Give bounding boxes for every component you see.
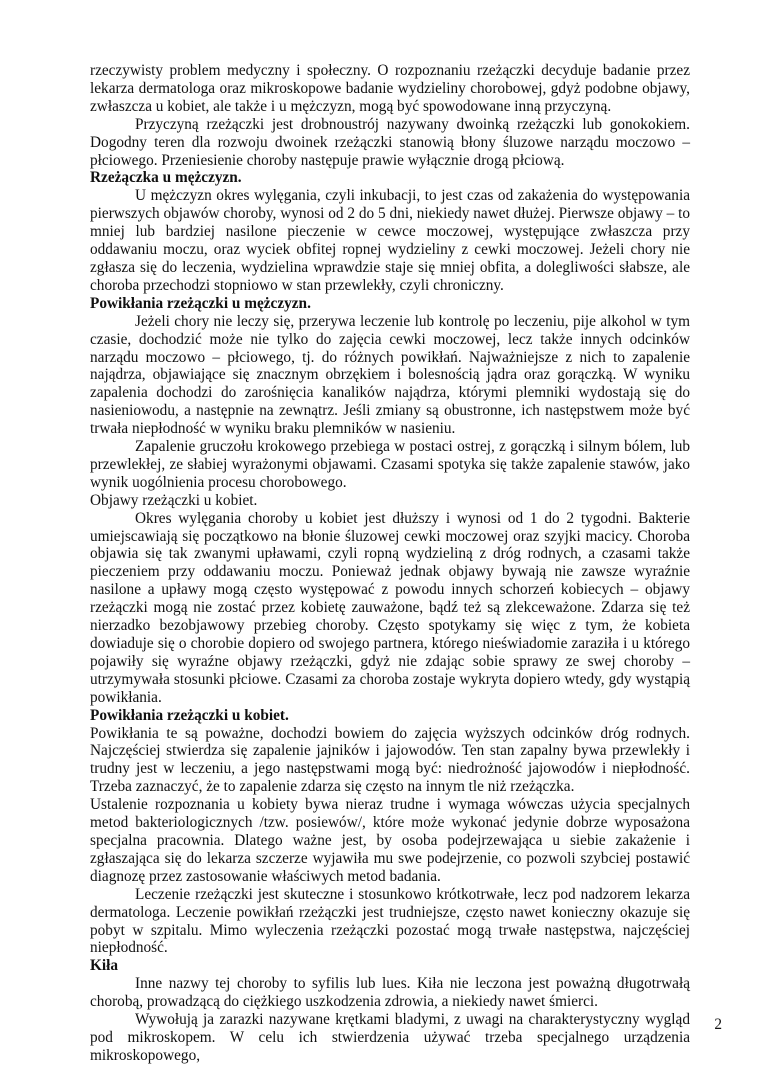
page-body: [90, 62, 690, 1065]
section-heading: Powikłania rzeżączki u mężczyzn.: [90, 294, 311, 312]
paragraph: Wywołują ja zarazki nazywane krętkami bladymi, z uwagi na charakterystyczny wygląd pod mikroskopem. W celu ich stwierdzenia używać trzeba specjalnego urządzenia mikroskopowego,: [90, 1011, 690, 1064]
paragraph: rzeczywisty problem medyczny i społeczny. O rozpoznaniu rzeżączki decyduje badanie przez lekarza dermatologa oraz mikroskopowe badanie wydzieliny chorobowej, gdyż podobne objawy, zwłaszcza u kobiet, ale także i u mężczyzn, mogą być spowodowane inną przyczyną.: [90, 62, 690, 115]
paragraph: Leczenie rzeżączki jest skuteczne i stosunkowo krótkotrwałe, lecz pod nadzorem lekarza dermatologa. Leczenie powikłań rzeżączki jest trudniejsze, często nawet konieczny okazuje się pobyt w szpitalu. Mimo wyleczenia rzeżączki pozostać mogą trwałe następstwa, najczęściej niepłodność.: [90, 885, 690, 957]
paragraph: Okres wylęgania choroby u kobiet jest dłuższy i wynosi od 1 do 2 tygodni. Bakterie umiejscawiają się początkowo na błonie śluzowej cewki moczowej oraz szyjki macicy. Choroba objawia się tak zwanymi upławami, czyli ropną wydzieliną z dróg rodnych, a czasami także pieczeniem przy oddawaniu moczu. Ponieważ jednak objawy bywają nie zawsze wyraźnie nasilone a upławy mogą często występować z powodu innych schorzeń kobiecych – objawy rzeżączki mogą nie zostać przez kobietę zauważone, bądź też są zlekceważone. Zdarza się też nierzadko bezobjawowy przebieg choroby. Często spotykamy się więc z tym, że kobieta dowiaduje się o chorobie dopiero od swojego partnera, którego nieświadomie zaraziła i u którego pojawiły się wyraźne objawy rzeżączki, gdyż nie zdając sobie sprawy ze swej choroby – utrzymywała stosunki płciowe. Czasami za choroba zostaje wykryta dopiero wtedy, gdy wystąpią powikłania.: [90, 509, 690, 706]
section-heading: Rzeżączka u mężczyzn.: [90, 169, 242, 187]
paragraph: Inne nazwy tej choroby to syfilis lub lues. Kiła nie leczona jest poważną długotrwałą chorobą, prowadzącą do ciężkiego uszkodzenia zdrowia, a niekiedy nawet śmierci.: [90, 975, 690, 1011]
paragraph: U mężczyzn okres wylęgania, czyli inkubacji, to jest czas od zakażenia do występowania pierwszych objawów choroby, wynosi od 2 do 5 dni, niekiedy nawet dłużej. Pierwsze objawy – to mniej lub bardziej nasilone pieczenie w cewce moczowej, występujące zwłaszcza przy oddawaniu moczu, oraz wyciek obfitej ropnej wydzieliny z cewki moczowej. Jeżeli chory nie zgłasza się do leczenia, wydzielina wprawdzie staje się mniej obfita, a dolegliwości słabsze, ale choroba przechodzi stopniowo w stan przewlekły, czyli chroniczny.: [90, 187, 690, 294]
section-heading: Powikłania rzeżączki u kobiet.: [90, 706, 289, 724]
paragraph: Ustalenie rozpoznania u kobiety bywa nieraz trudne i wymaga wówczas użycia specjalnych metod bakteriologicznych /tzw. posiewów/, które może wykonać jedynie dobrze wyposażona specjalna pracownia. Dlatego ważne jest, by osoba podejrzewająca u siebie zakażenie i zgłaszająca się do lekarza szczerze wyjawiła mu swe podejrzenie, co pozwoli szybciej postawić diagnozę przez zastosowanie właściwych metod badania.: [90, 796, 690, 885]
paragraph: Objawy rzeżączki u kobiet.: [90, 491, 258, 509]
paragraph: Zapalenie gruczołu krokowego przebiega w postaci ostrej, z gorączką i silnym bólem, lub przewlekłej, ze słabiej wyrażonymi objawami. Czasami spotyka się także zapalenie stawów, jako wynik uogólnienia procesu chorobowego.: [90, 438, 690, 491]
paragraph: Przyczyną rzeżączki jest drobnoustrój nazywany dwoinką rzeżączki lub gonokokiem. Dogodny teren dla rozwoju dwoinek rzeżączki stanowią błony śluzowe narządu moczowo – płciowego. Przeniesienie choroby następuje prawie wyłącznie drogą płciową.: [90, 115, 690, 169]
section-heading: Kiła: [90, 957, 119, 975]
page-number: 2: [714, 1016, 722, 1033]
paragraph: Powikłania te są poważne, dochodzi bowiem do zajęcia wyższych odcinków dróg rodnych. Najczęściej stwierdza się zapalenie jajników i jajowodów. Ten stan zapalny bywa przewlekły i trudny jest w leczeniu, a jego następstwami mogą być: niedrożność jajowodów i niepłodność. Trzeba zaznaczyć, że to zapalenie zdarza się często na innym tle niż rzeżączka.: [90, 724, 690, 796]
paragraph: Jeżeli chory nie leczy się, przerywa leczenie lub kontrolę po leczeniu, pije alkohol w tym czasie, dochodzić może nie tylko do zajęcia cewki moczowej, lecz także innych odcinków narządu moczowo – płciowego, tj. do różnych powikłań. Najważniejsze z nich to zapalenie najądrza, objawiające się znacznym obrzękiem i bolesnością jądra oraz gorączką. W wyniku zapalenia dochodzi do zarośnięcia kanalików najądrza, którymi plemniki wydostają się do nasieniowodu, a następnie na zewnątrz. Jeśli zmiany są obustronne, ich następstwem może być trwała niepłodność w wyniku braku plemników w nasieniu.: [90, 312, 690, 438]
